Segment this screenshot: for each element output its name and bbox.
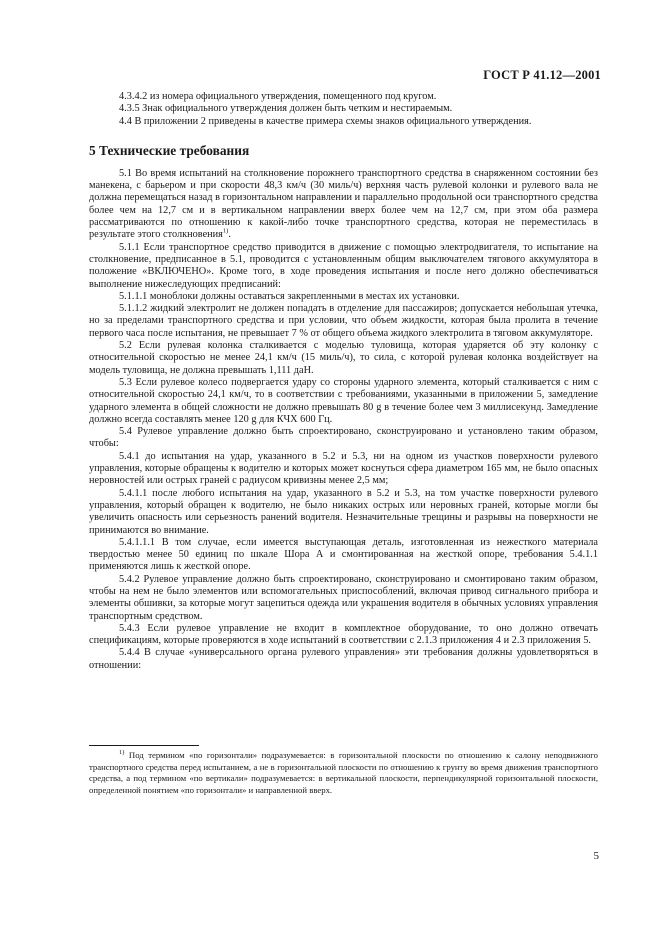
paragraph-5-4-1: 5.4.1 до испытания на удар, указанного в 5.2 и 5.3, ни на одном из участков поверхности рулевого управления, которые обращены к водителю и которых может коснуться сфера диаметром 165 мм, не было опасных неровностей или острых граней с радиусом кривизны менее 2,5 мм; — [89, 450, 598, 487]
footnote-divider — [89, 745, 199, 746]
paragraph-5-4-1-1: 5.4.1.1 после любого испытания на удар, указанного в 5.2 и 5.3, на том участке поверхности рулевого управления, который обращен к водителю, не было никаких острых или неровных граней, которые могли бы увеличить опасность или серьезность ранений водителя. Незначительные трещины и разрывы на поверхности не принимаются во внимание. — [89, 487, 598, 536]
document-header: ГОСТ Р 41.12—2001 — [483, 68, 601, 82]
paragraph-4-4: 4.4 В приложении 2 приведены в качестве примера схемы знаков официального утверждения. — [119, 115, 532, 127]
paragraph-5-1 — [89, 168, 598, 242]
page-content — [89, 91, 598, 672]
footnote-text: Под термином «по горизонтали» подразумевается: в горизонтальной плоскости по отношению к салону неподвижного транспортного средства перед испытанием, а не в горизонтальной плоскости по отношению к грунту во время движения транспортного средства, а под термином «по вертикали» подразумевается: в вертикальной плоскости, перпендикулярной горизонтальной плоскости, определенной понятием «по горизонтали» и направленной вверх. — [89, 750, 598, 795]
footnotes — [89, 750, 598, 796]
paragraph-5-1-1: 5.1.1 Если транспортное средство приводится в движение с помощью электродвигателя, то испытание на столкновение, предписанное в 5.1, проводится с установленным общим выключателем тягового аккумулятора в положение «ВКЛЮЧЕНО». Кроме того, в ходе проведения испытания и после него должно обеспечиваться выполнение нижеследующих предписаний: — [89, 241, 598, 290]
footnote-marker: 1) — [119, 749, 125, 757]
paragraph-5-4-3: 5.4.3 Если рулевое управление не входит в комплектное оборудование, то оно должно отвечать спецификациям, которые проверяются в ходе испытаний в соответствии с 2.1.3 приложения 4 и 2.3 приложения 5. — [89, 622, 598, 647]
paragraph-5-4-2: 5.4.2 Рулевое управление должно быть спроектировано, сконструировано и смонтировано таким образом, чтобы на нем не было элементов или вспомогательных приспособлений, включая привод сигнального прибора и элементы обшивки, за которые могут зацепиться одежда или украшения водителя в обычных условиях управления транспортным средством. — [89, 573, 598, 622]
paragraph-5-1-1-2: 5.1.1.2 жидкий электролит не должен попадать в отделение для пассажиров; допускается небольшая утечка, но за пределами транспортного средства и при условии, что объем жидкости, которая была пролита в течение первого часа после испытания, не превышает 7 % от общего объема жидкого электролита в тяговом аккумуляторе. — [89, 303, 598, 339]
footnote-1 — [89, 750, 598, 796]
paragraph-5-1-end: . — [228, 229, 231, 241]
paragraph-5-1-text: 5.1 Во время испытаний на столкновение порожнего транспортного средства в снаряженном состоянии без манекена, с барьером и при скорости 48,3 км/ч (30 миль/ч) верхняя часть рулевой колонки и рулевого вала не должна перемещаться назад в горизонтальном направлении и параллельно продольной оси транспортного средства более чем на 12,7 см и в вертикальном направлении вверх более чем на 12,7 см, при этом оба размера рассматриваются по отношению к какой-либо точке транспортного средства, которая не переместилась в результате этого столкновения — [89, 167, 598, 241]
paragraph-4-3-5: 4.3.5 Знак официального утверждения должен быть четким и нестираемым. — [119, 103, 453, 115]
paragraph-5-4: 5.4 Рулевое управление должно быть спроектировано, сконструировано и установлено таким образом, чтобы: — [89, 426, 598, 450]
paragraph-5-4-4: 5.4.4 В случае «универсального органа рулевого управления» эти требования должны удовлетворяться в отношении: — [89, 647, 598, 671]
section-heading: 5 Технические требования — [89, 142, 250, 158]
paragraph-5-4-1-1-1: 5.4.1.1.1 В том случае, если имеется выступающая деталь, изготовленная из нежесткого материала твердостью менее 50 единиц по шкале Шора А и смонтированная на жесткой опоре, требования 5.4.1.1 применяются лишь к жесткой опоре. — [89, 536, 598, 573]
paragraph-4-3-4-2: 4.3.4.2 из номера официального утверждения, помещенного под кругом. — [119, 91, 437, 102]
page-number: 5 — [593, 850, 599, 862]
paragraph-5-3: 5.3 Если рулевое колесо подвергается удару со стороны ударного элемента, который сталкивается с ним с относительной скоростью 24,1 км/ч, то в соответствии с требованиями, указанными в приложении 5, замедление ударного элемента в общей сложности не должно превышать 80 g в течение более чем 3 миллисекунд. Замедление должно всегда составлять менее 120 g для КЧХ 600 Гц. — [89, 376, 598, 425]
paragraph-5-2: 5.2 Если рулевая колонка сталкивается с моделью туловища, которая ударяется об эту колонку с относительной скоростью не менее 24,1 км/ч (15 миль/ч), то сила, с которой рулевая колонка воздействует на модель туловища, не должна превышать 1,111 даН. — [89, 340, 598, 376]
footnote-ref: 1) — [222, 227, 229, 235]
paragraph-5-1-1-1: 5.1.1.1 моноблоки должны оставаться закрепленными в местах их установки. — [119, 290, 460, 302]
